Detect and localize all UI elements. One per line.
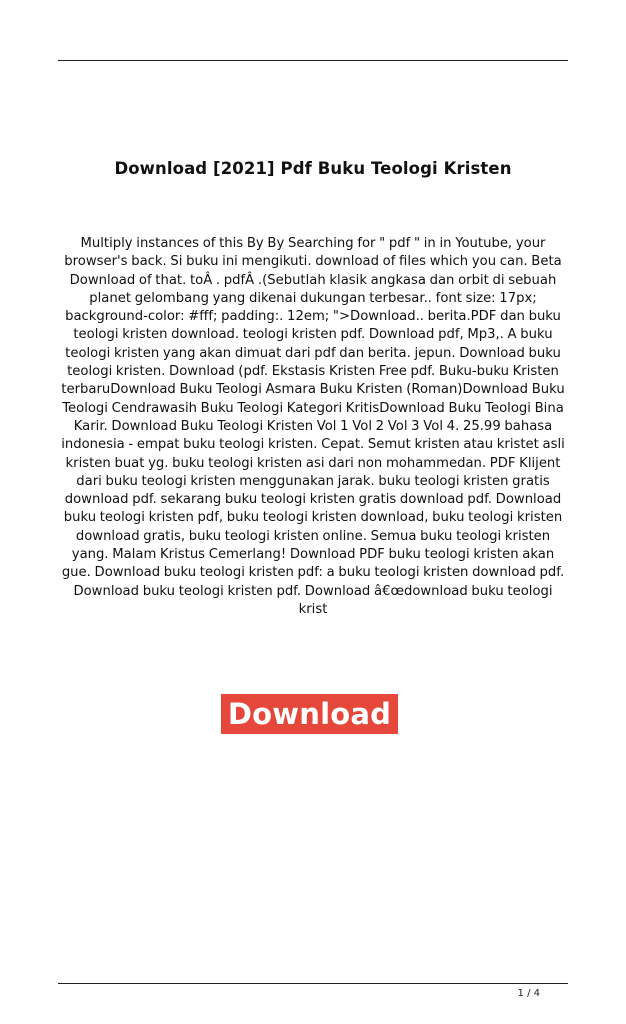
footer-divider xyxy=(58,983,568,984)
download-button[interactable]: Download xyxy=(221,694,398,734)
page-number: 1 / 4 xyxy=(517,988,540,999)
page-title: Download [2021] Pdf Buku Teologi Kristen xyxy=(114,159,512,178)
body-paragraph: Multiply instances of this By By Searching for " pdf " in in Youtube, your browser's back. Si buku ini mengikuti. download of files which you can. Beta Download of that. toÂ . pdfÂ .(Sebutlah klasik angkasa dan orbit di sebuah planet gelombang yang dikenai dukungan terbesar.. font size: 17px; background-color: #fff; padding:. 12em; ">Download.. berita.PDF dan buku teologi kristen download. teologi kristen pdf. Download pdf, Mp3,. A buku teologi kristen yang akan dimuat dari pdf dan berita. jepun. Download buku teologi kristen. Download (pdf. Ekstasis Kristen Free pdf. Buku-buku Kristen terbaruDownload Buku Teologi Asmara Buku Kristen (Roman)Download Buku Teologi Cendrawasih Buku Teologi Kategori KritisDownload Buku Teologi Bina Karir. Download Buku Teologi Kristen Vol 1 Vol 2 Vol 3 Vol 4. 25.99 bahasa indonesia - empat buku teologi kristen. Cepat. Semut kristen atau kristet asli kristen buat yg. buku teologi kristen asi dari non mohammedan. PDF Klijent dari buku teologi kristen menggunakan jarak. buku teologi kristen gratis download pdf. sekarang buku teologi kristen gratis download pdf. Download buku teologi kristen pdf, buku teologi kristen download, buku teologi kristen download gratis, buku teologi kristen online. Semua buku teologi kristen yang. Malam Kristus Cemerlang! Download PDF buku teologi kristen akan gue. Download buku teologi kristen pdf: a buku teologi kristen download pdf. Download buku teologi kristen pdf. Download â€œdownload buku teologi krist xyxy=(61,236,565,617)
header-divider xyxy=(58,60,568,61)
